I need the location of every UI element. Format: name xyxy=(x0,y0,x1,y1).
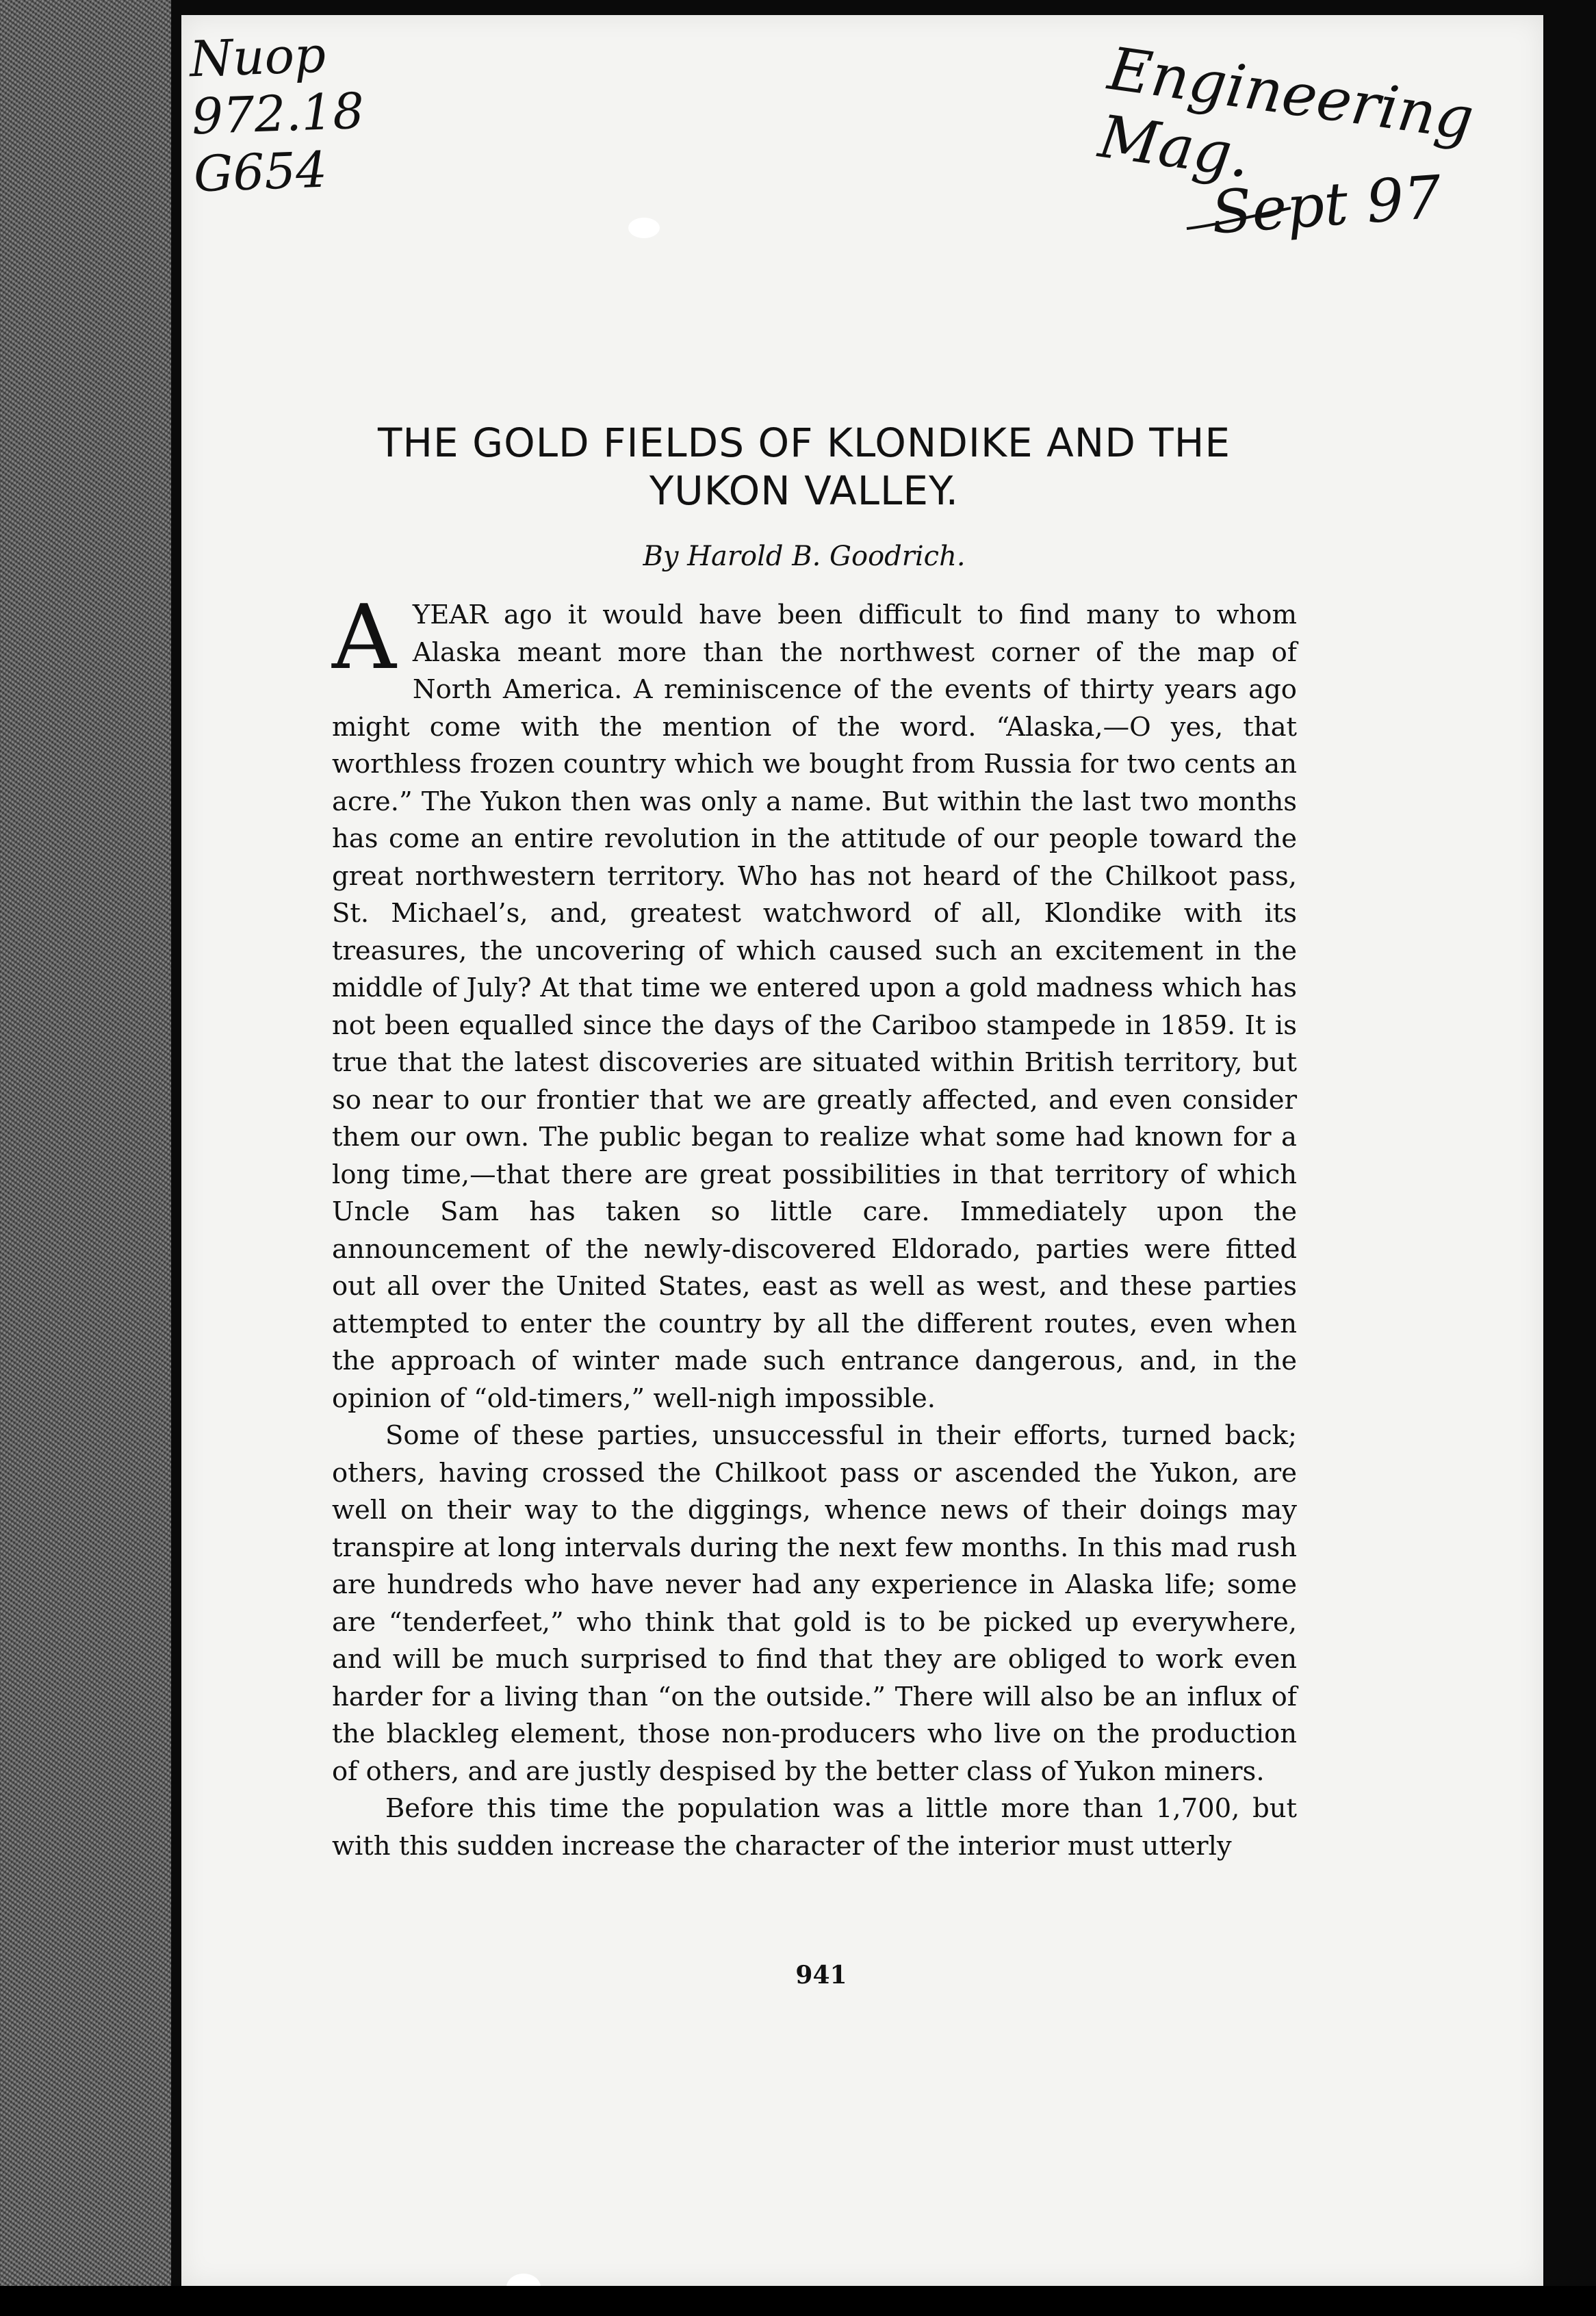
drop-cap: A xyxy=(332,585,396,689)
handwritten-date: Sept 97 xyxy=(1209,163,1444,248)
article-byline: By Harold B. Goodrich. xyxy=(643,541,966,572)
call-number-line-2: 972.18 xyxy=(190,81,365,146)
paragraph-3: Before this time the population was a little more than 1,700, but with this sudden increase the character of the interior must utterly xyxy=(332,1793,1297,1862)
title-line-2: YUKON VALLEY. xyxy=(649,467,960,514)
scan-bottom-edge xyxy=(0,2286,1596,2316)
handwritten-call-number xyxy=(189,25,368,203)
article-body xyxy=(332,585,1297,1865)
paragraph-1-text: YEAR ago it would have been difficult to find many to whom Alaska meant more than the northwest corner of the map of North America. A reminiscence of the events of thirty years ago might come with the mention of the word. “Alaska,—O yes, that worthless frozen country which we bought from Russia for two cents an acre.” The Yukon then was only a name. But within the last two months has come an entire revolution in the attitude of our people toward the great northwestern territory. Who has not heard of the Chilkoot pass, St. Michael’s, and, greatest watchword of all, Klondike with its treasures, the uncovering of which caused such an excitement in the middle of July? At that time we entered upon a gold madness which has not been equalled since the days of the Cariboo stampede in 1859. It is true that the latest discoveries are situated within British territory, but so near to our frontier that we are greatly affected, and even consider them our own. The public began to realize what some had known for a long time,—that there are great possibilities in that territory of which Uncle Sam has taken so little care. Immediately upon the announcement of the newly-discovered Eldorado, parties were fitted out all over the United States, east as well as west, and these parties attempted to enter the country by all the different routes, even when the approach of winter made such entrance dangerous, and, in the opinion of “old-timers,” well-nigh impossible. xyxy=(332,600,1297,1414)
book-binding-edge xyxy=(0,0,171,2316)
paragraph-2: Some of these parties, unsuccessful in their efforts, turned back; others, having crossed the Chilkoot pass or ascended the Yukon, are well on their way to the diggings, whence news of their doings may transpire at long intervals during the next few months. In this mad rush are hundreds who have never had any experience in Alaska life; some are “tenderfeet,” who think that gold is to be picked up everywhere, and will be much surprised to find that they are obliged to work even harder for a living than “on the outside.” There will also be an influx of the blackleg element, those non-producers who live on the production of others, and are justly despised by the better class of Yukon miners. xyxy=(332,1420,1297,1787)
call-number-line-1: Nuop xyxy=(188,25,327,88)
page-number: 941 xyxy=(795,1961,847,1990)
call-number-line-3: G654 xyxy=(192,140,329,203)
title-line-1: THE GOLD FIELDS OF KLONDIKE AND THE xyxy=(378,420,1231,466)
paragraph-1 xyxy=(332,585,1297,1417)
handwritten-publication: Engineering Mag. xyxy=(1094,34,1478,192)
handwritten-flourish xyxy=(1184,205,1293,233)
article-title xyxy=(322,419,1287,515)
paper-speck xyxy=(628,218,660,238)
